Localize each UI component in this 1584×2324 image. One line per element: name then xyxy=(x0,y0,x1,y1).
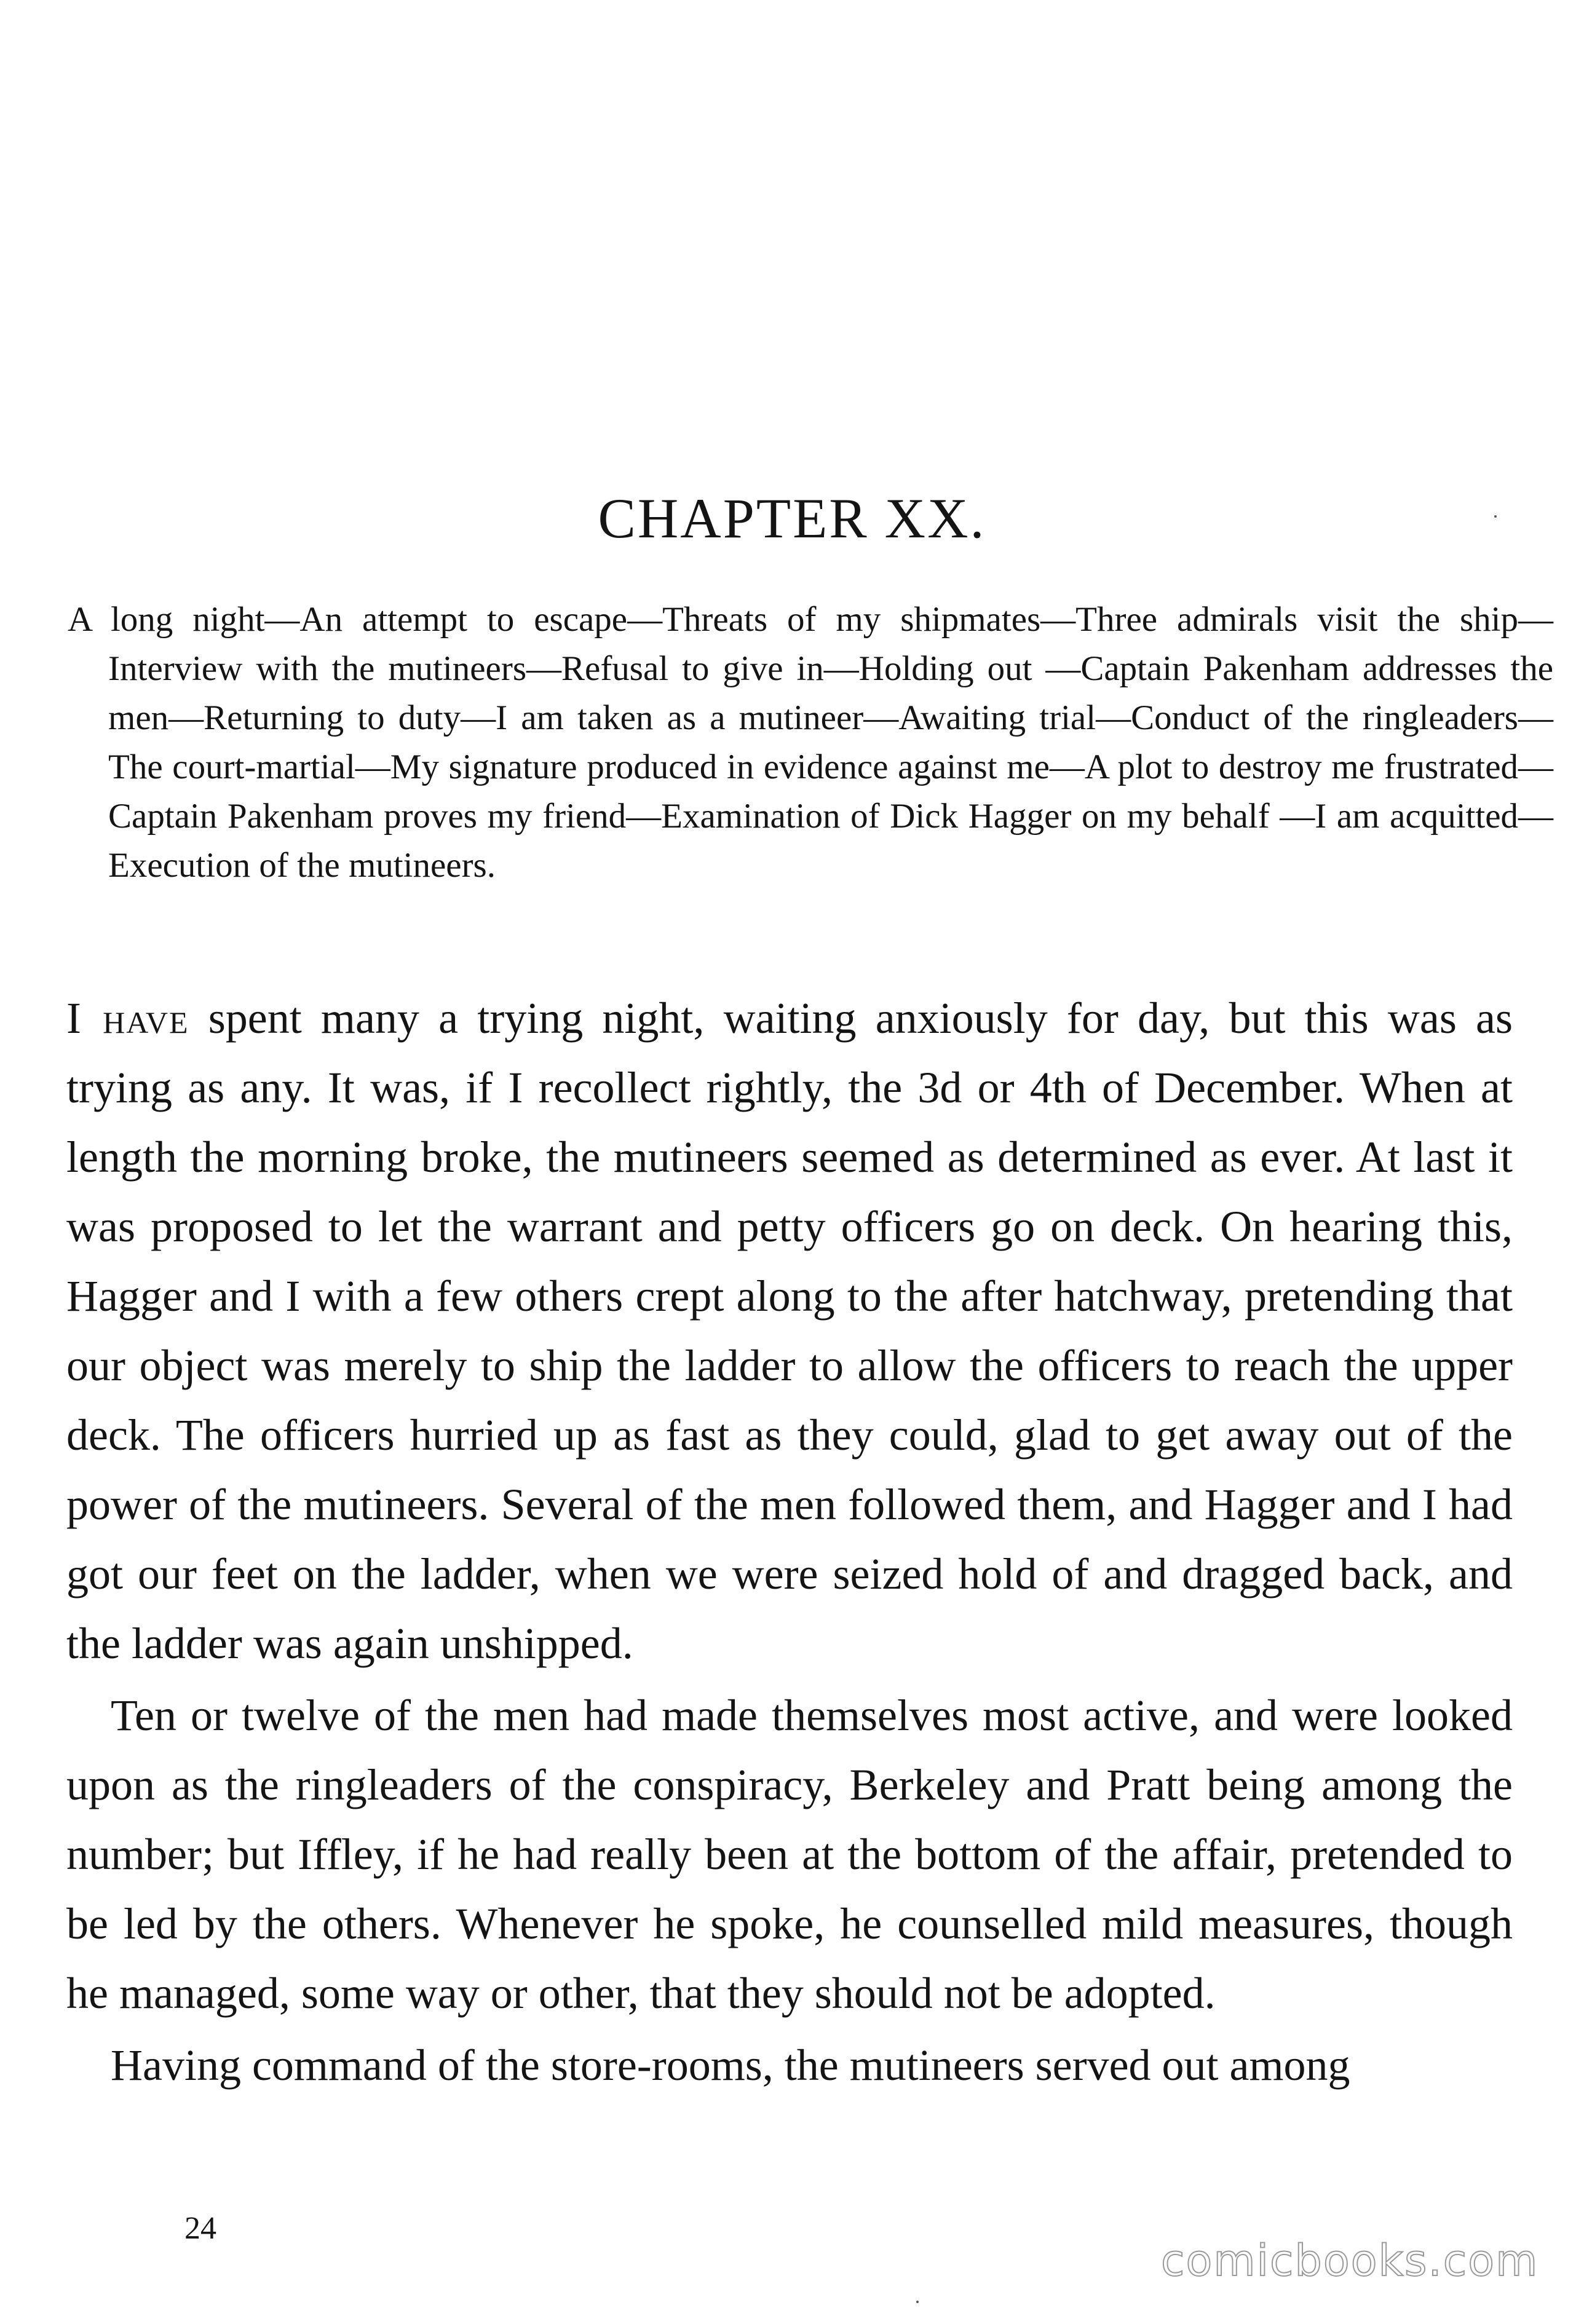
body-paragraph-1-text: spent many a trying night, waiting anxiously for day, but this was as trying as any. It was, if I recollect rightly, the 3d or 4th of December. When at length the morning broke, the mutineers seemed as determined as ever. At last it was proposed to let the warrant and petty officers go on deck. On hearing this, Hagger and I with a few others crept along to the after hatchway, pretending that our object was merely to ship the ladder to allow the officers to reach the upper deck. The officers hurried up as fast as they could, glad to get away out of the power of the mutineers. Several of the men followed them, and Hagger and I had got our feet on the ladder, when we were seized hold of and dragged back, and the ladder was again unshipped. xyxy=(66,994,1513,1668)
page-number: 24 xyxy=(184,2211,216,2246)
body-paragraph-1 xyxy=(66,984,1513,1678)
body-paragraph-2: Ten or twelve of the men had made themselves most active, and were looked upon as the ringleaders of the conspiracy, Berkeley and Pratt being among the number; but Iffley, if he had really been at the bottom of the affair, pretended to be led by the others. Whenever he spoke, he counselled mild measures, though he managed, some way or other, that they should not be adopted. xyxy=(66,1691,1513,2018)
chapter-synopsis: A long night—An attempt to escape—Threats of my shipmates—Three admirals visit the ship—Interview with the mutineers—Refusal to give in—Holding out —Captain Pakenham addresses the men—Returning to duty—I am taken as a mutineer—Awaiting trial—Conduct of the ringleaders—The court-martial—My signature produced in evidence against me—A plot to destroy me frustrated—Captain Pakenham proves my friend—Examination of Dick Hagger on my behalf —I am acquitted—Execution of the mutineers. xyxy=(68,600,1553,885)
paper-speck xyxy=(916,2301,919,2303)
paragraph-lead-words: I have xyxy=(66,994,189,1043)
paper-speck xyxy=(1494,515,1497,518)
body-paragraph-3: Having command of the store-rooms, the mutineers served out among xyxy=(111,2041,1350,2090)
chapter-title: CHAPTER XX. xyxy=(598,487,986,550)
watermark-logo: comicbooks.com xyxy=(1161,2235,1539,2286)
chapter-body xyxy=(66,984,1513,2100)
